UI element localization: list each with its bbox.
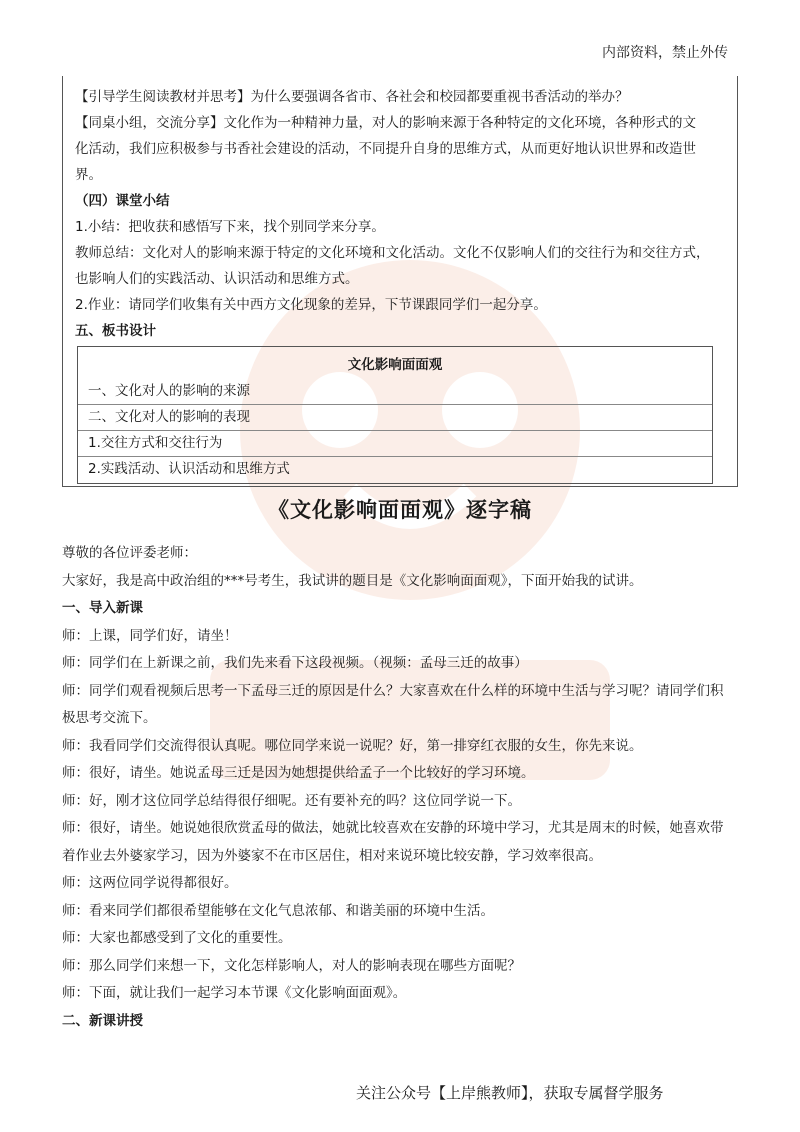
- document-title: 《文化影响面面观》逐字稿: [268, 498, 532, 522]
- board-item: 二、文化对人的影响的表现: [78, 404, 712, 430]
- board-heading: 五、板书设计: [75, 323, 156, 339]
- summary-line-1: 1.小结：把收获和感悟写下来，找个别同学来分享。: [75, 219, 385, 235]
- greeting: 尊敬的各位评委老师：: [62, 545, 197, 561]
- transcript-line: 师：上课，同学们好，请坐！: [62, 627, 238, 644]
- board-item: 1.交往方式和交往行为: [78, 430, 712, 456]
- transcript-line: 师：同学们观看视频后思考一下孟母三迁的原因是什么？大家喜欢在什么样的环境中生活与学习呢？请同学们积: [62, 682, 724, 699]
- transcript-line: 师：很好，请坐。她说孟母三迁是因为她想提供给孟子一个比较好的学习环境。: [62, 765, 535, 781]
- internal-note: 内部资料，禁止外传: [602, 45, 728, 61]
- transcript-line: 师：大家也都感受到了文化的重要性。: [62, 930, 292, 946]
- summary-line-4: 2.作业：请同学们收集有关中西方文化现象的差异，下节课跟同学们一起分享。: [75, 297, 547, 313]
- group-share-line-1: 【同桌小组，交流分享】文化作为一种精神力量，对人的影响来源于各种特定的文化环境，各种形式的文: [75, 115, 696, 131]
- lesson-plan-frame: [62, 76, 738, 487]
- board-item: 2.实践活动、认识活动和思维方式: [78, 456, 712, 482]
- group-share-line-3: 界。: [75, 167, 102, 183]
- transcript-line: 着作业去外婆家学习，因为外婆家不在市区居住，相对来说环境比较安静，学习效率很高。: [62, 847, 602, 864]
- transcript-line: 师：下面，就让我们一起学习本节课《文化影响面面观》。: [62, 985, 407, 1001]
- board-title: 文化影响面面观: [347, 357, 443, 373]
- transcript-line: 师：好，刚才这位同学总结得很仔细呢。还有要补充的吗？这位同学说一下。: [62, 792, 521, 809]
- footer-promo: 关注公众号【上岸熊教师】，获取专属督学服务: [356, 1084, 664, 1102]
- summary-heading: （四）课堂小结: [75, 193, 170, 209]
- guide-reading-line: 【引导学生阅读教材并思考】为什么要强调各省市、各社会和校园都要重视书香活动的举办？: [75, 89, 629, 105]
- transcript-line: 师：这两位同学说得都很好。: [62, 875, 238, 891]
- board-item: 一、文化对人的影响的来源: [88, 383, 250, 399]
- transcript-line: 师：我看同学们交流得很认真呢。哪位同学来说一说呢？好，第一排穿红衣服的女生，你先来说。: [62, 737, 643, 754]
- transcript-line: 极思考交流下。: [62, 710, 157, 726]
- transcript-line: 师：同学们在上新课之前，我们先来看下这段视频。（视频：孟母三迁的故事）: [62, 655, 528, 671]
- summary-line-2: 教师总结：文化对人的影响来源于特定的文化环境和文化活动。文化不仅影响人们的交往行为和交往方式，: [75, 245, 710, 261]
- transcript-line: 师：很好，请坐。她说她很欣赏孟母的做法，她就比较喜欢在安静的环境中学习，尤其是周末的时候，她喜欢带: [62, 820, 724, 836]
- summary-line-3: 也影响人们的实践活动、认识活动和思维方式。: [75, 271, 359, 287]
- transcript-body: [62, 540, 742, 1035]
- group-share-line-2: 化活动，我们应积极参与书香社会建设的活动，不同提升自身的思维方式，从而更好地认识世界和改造世: [75, 141, 696, 157]
- section-heading-new-lesson: 二、新课讲授: [62, 1012, 143, 1029]
- section-heading-import: 一、导入新课: [62, 600, 143, 616]
- board-design-box: [77, 346, 713, 484]
- transcript-line: 师：看来同学们都很希望能够在文化气息浓郁、和谐美丽的环境中生活。: [62, 902, 494, 919]
- transcript-line: 师：那么同学们来想一下，文化怎样影响人，对人的影响表现在哪些方面呢？: [62, 957, 521, 974]
- intro: 大家好，我是高中政治组的***号考生，我试讲的题目是《文化影响面面观》，下面开始我的试讲。: [62, 572, 643, 589]
